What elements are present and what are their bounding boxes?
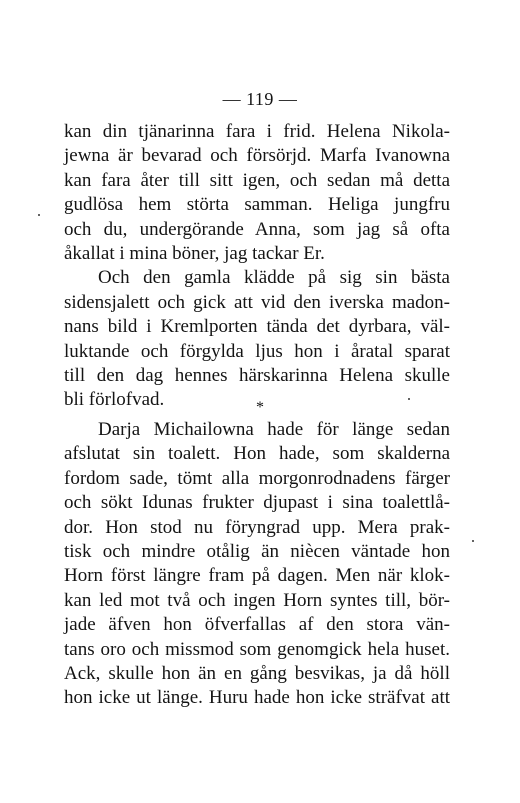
text-line: bli förlofvad. — [64, 389, 165, 411]
text-line: tisk och mindre otålig än niècen väntade hon — [64, 541, 450, 563]
text-line: Och den gamla klädde på sig sin bästa — [98, 267, 450, 289]
text-line: och du, undergörande Anna, som jag så ofta — [64, 218, 450, 240]
text-line: afslutat sin toalett. Hon hade, som skalderna — [64, 443, 450, 465]
text-line: nans bild i Kremlporten tända det dyrbara, väl- — [64, 316, 450, 338]
text-line: luktande och förgylda ljus hon i åratal sparat — [64, 340, 450, 362]
paragraph-3 — [64, 418, 450, 711]
paragraph-2 — [64, 266, 450, 412]
text-line: till den dag hennes härskarinna Helena skulle — [64, 365, 450, 387]
text-section-bottom — [64, 418, 450, 711]
text-section-top — [64, 120, 450, 413]
text-line: åkallat i mina böner, jag tackar Er. — [64, 243, 325, 265]
text-line: dor. Hon stod nu föryngrad upp. Mera prak- — [64, 516, 450, 538]
paragraph-1 — [64, 120, 450, 266]
text-line: och sökt Idunas frukter djupast i sina toalettlå- — [64, 492, 450, 514]
page-number: — 119 — — [222, 89, 298, 109]
text-line: kan fara åter till sitt igen, och sedan må detta — [64, 169, 450, 191]
text-line: hon icke ut länge. Huru hade hon icke sträfvat att — [64, 687, 450, 709]
text-line: tans oro och missmod som genomgick hela huset. — [64, 638, 450, 660]
text-line: kan led mot två och ingen Horn syntes till, bör- — [64, 589, 450, 611]
section-separator: * — [256, 399, 264, 416]
text-line: Ack, skulle hon än en gång besvikas, ja då höll — [64, 663, 450, 685]
text-line: gudlösa hem störta samman. Heliga jungfru — [64, 194, 450, 216]
print-speck — [38, 214, 40, 216]
text-line: jade äfven hon öfverfallas af den stora vän- — [64, 614, 450, 636]
text-line: jewna är bevarad och försörjd. Marfa Ivanowna — [64, 145, 450, 167]
text-line: Darja Michailowna hade för länge sedan — [98, 419, 450, 440]
text-line: fordom sade, tömt alla morgonrodnadens färger — [64, 467, 450, 489]
print-speck — [408, 398, 410, 400]
text-line: sidensjalett och gick att vid den iverska madon- — [64, 291, 450, 313]
print-speck — [472, 540, 474, 542]
text-line: Horn först längre fram på dagen. Men när klok- — [64, 565, 450, 587]
text-line: kan din tjänarinna fara i frid. Helena Nikola- — [64, 121, 450, 142]
